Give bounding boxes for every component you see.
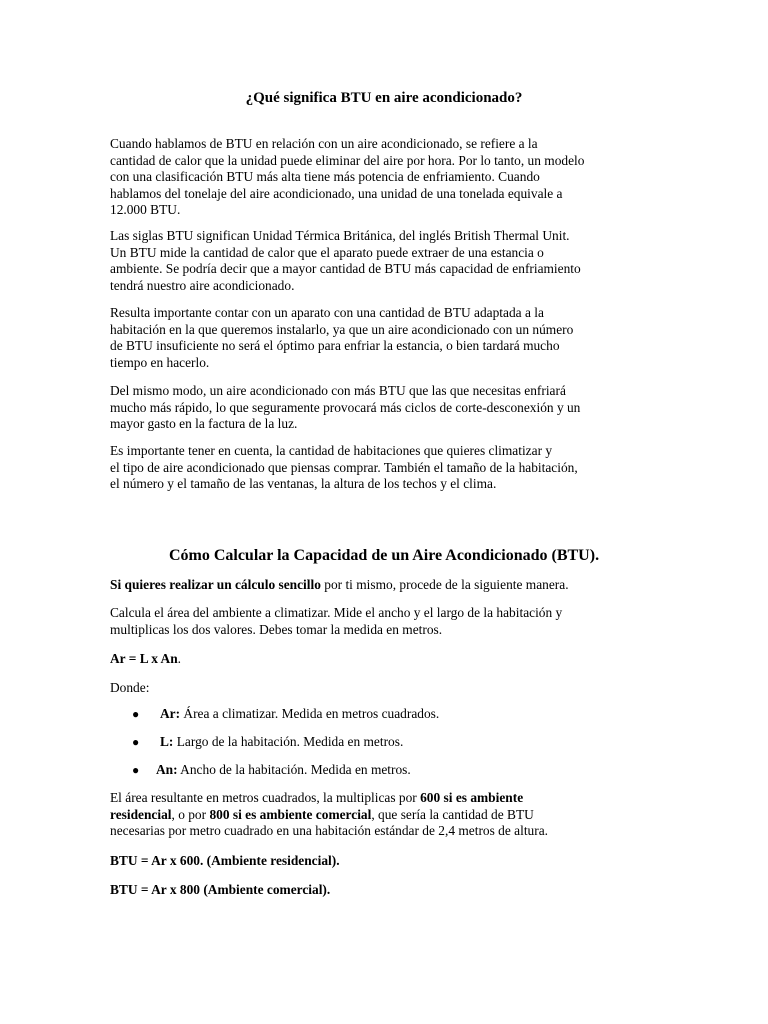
paragraph-line: Resulta importante contar con un aparato con una cantidad de BTU adaptada a la [110, 305, 544, 320]
result-bold: 600 si es ambiente [420, 790, 524, 805]
paragraph-line: ambiente. Se podría decir que a mayor cantidad de BTU más capacidad de enfriamiento [110, 261, 581, 277]
list-term: An: [156, 762, 178, 777]
paragraph-line: cantidad de calor que la unidad puede eliminar del aire por hora. Por lo tanto, un modelo [110, 152, 585, 168]
list-item [110, 733, 665, 751]
intro-paragraph [110, 577, 569, 594]
area-formula-dot: . [177, 651, 182, 666]
paragraph-line: necesarias por metro cuadrado en una habitación estándar de 2,4 metros de altura. [110, 823, 548, 839]
paragraph-line: Del mismo modo, un aire acondicionado con más BTU que las que necesitas enfriará [110, 383, 566, 398]
list-term: Ar: [160, 706, 181, 721]
area-formula-bold: Ar = L x An [110, 651, 178, 666]
list-term: L: [160, 734, 174, 749]
list-desc: Ancho de la habitación. Medida en metros. [177, 762, 411, 777]
list-desc: Largo de la habitación. Medida en metros. [173, 734, 404, 749]
paragraph-line: el número y el tamaño de las ventanas, la altura de los techos y el clima. [110, 476, 497, 492]
paragraph-line: habitación en la que queremos instalarlo, ya que un aire acondicionado con un número [110, 321, 574, 337]
bullet-icon: ● [132, 735, 140, 749]
intro-bold: Si quieres realizar un cálculo sencillo [110, 577, 321, 592]
formula-commercial [110, 882, 330, 899]
list-item [110, 705, 665, 723]
paragraph-line: tiempo en hacerlo. [110, 354, 210, 370]
paragraph-line: el tipo de aire acondicionado que piensas comprar. También el tamaño de la habitación, [110, 459, 578, 475]
donde-label: Donde: [110, 680, 150, 695]
result-bold: residencial [110, 806, 172, 822]
paragraph-considerations [110, 443, 578, 493]
paragraph-line: Cuando hablamos de BTU en relación con un aire acondicionado, se refiere a la [110, 136, 538, 151]
paragraph-line: Las siglas BTU significan Unidad Térmica Británica, del inglés British Thermal Unit. [110, 228, 570, 243]
paragraph-line: hablamos del tonelaje del aire acondicionado, una unidad de una tonelada equivale a [110, 185, 563, 201]
paragraph-line: mucho más rápido, lo que seguramente provocará más ciclos de corte-desconexión y un [110, 399, 581, 415]
area-formula [110, 651, 181, 668]
result-paragraph [110, 790, 548, 840]
list-item [110, 761, 665, 779]
calc-paragraph [110, 605, 562, 638]
paragraph-line: con una clasificación BTU más alta tiene más potencia de enfriamiento. Cuando [110, 169, 540, 185]
formula-residential [110, 853, 340, 870]
result-text: , que sería la cantidad de BTU [371, 806, 534, 822]
paragraph-line: Un BTU mide la cantidad de calor que el aparato puede extraer de una estancia o [110, 244, 544, 260]
intro-text: por ti mismo, procede de la siguiente manera. [320, 577, 569, 592]
bullet-icon: ● [132, 707, 140, 721]
paragraph-oversize [110, 383, 580, 433]
bullet-icon: ● [132, 763, 140, 777]
paragraph-line: de BTU insuficiente no será el óptimo para enfriar la estancia, o bien tardará mucho [110, 338, 560, 354]
formula-residential-text: BTU = Ar x 600. (Ambiente residencial). [110, 853, 340, 868]
paragraph-line: Es importante tener en cuenta, la cantidad de habitaciones que quieres climatizar y [110, 443, 553, 458]
paragraph-btu-definition [110, 136, 584, 219]
list-desc: Área a climatizar. Medida en metros cuadrados. [180, 706, 440, 721]
paragraph-line: 12.000 BTU. [110, 202, 181, 218]
paragraph-line: Calcula el área del ambiente a climatizar. Mide el ancho y el largo de la habitación y [110, 605, 563, 620]
paragraph-importance [110, 305, 573, 371]
paragraph-btu-acronym [110, 228, 581, 294]
page-title: ¿Qué significa BTU en aire acondicionado? [245, 90, 523, 106]
paragraph-line: multiplicas los dos valores. Debes tomar la medida en metros. [110, 621, 443, 637]
result-bold: 800 si es ambiente comercial [209, 806, 372, 822]
result-text: El área resultante en metros cuadrados, la multiplicas por [110, 790, 421, 805]
result-text: , o por [171, 806, 210, 822]
section-title: Cómo Calcular la Capacidad de un Aire Acondicionado (BTU). [168, 547, 600, 564]
paragraph-line: mayor gasto en la factura de la luz. [110, 416, 298, 432]
paragraph-line: tendrá nuestro aire acondicionado. [110, 277, 295, 293]
formula-commercial-text: BTU = Ar x 800 (Ambiente comercial). [110, 882, 331, 897]
